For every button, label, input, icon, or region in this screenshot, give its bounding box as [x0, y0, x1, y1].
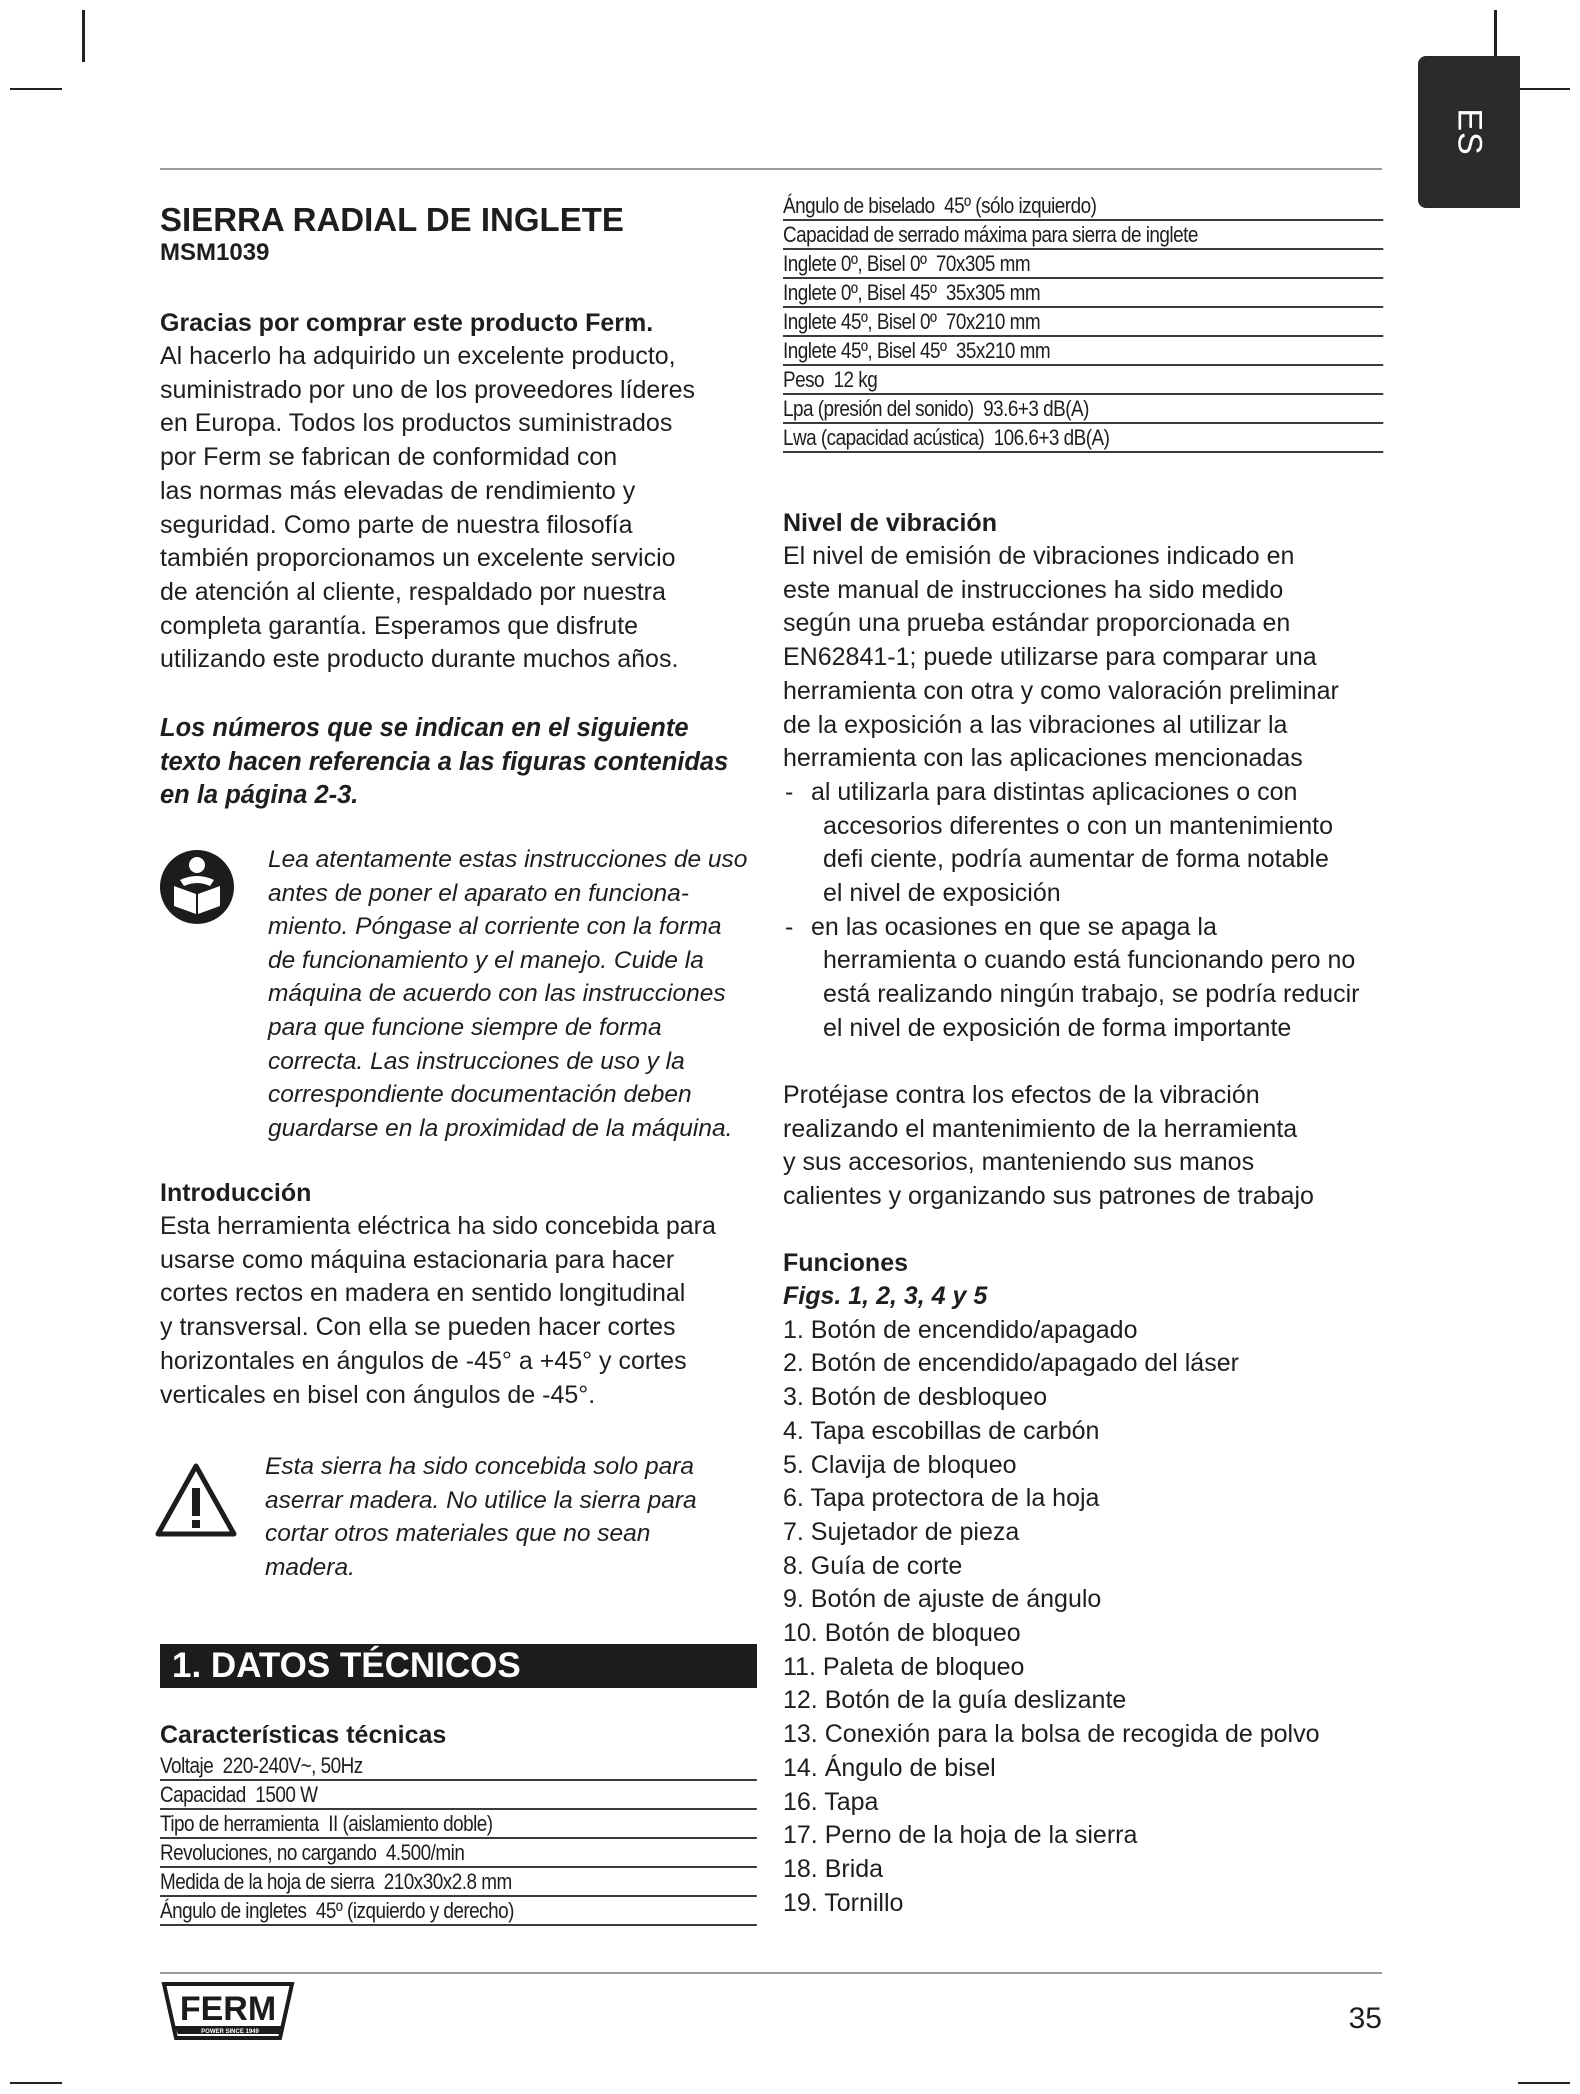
function-item: 7. Sujetador de pieza	[783, 1517, 1020, 1546]
warning-line: cortar otros materiales que no sean	[265, 1520, 651, 1548]
figures-note	[160, 712, 760, 813]
function-item: 17. Perno de la hoja de la sierra	[783, 1821, 1138, 1850]
functions-block	[783, 1246, 1383, 1920]
thanks-line: suministrado por uno de los proveedores líderes	[160, 375, 696, 404]
vibration-line: este manual de instrucciones ha sido medido	[783, 575, 1284, 604]
intro-block	[160, 1176, 760, 1412]
bullet-dash: -	[785, 912, 794, 941]
page-number: 35	[1348, 2002, 1382, 2035]
bullet-item	[783, 911, 1383, 1046]
spec-value: 106.6+3 dB(A)	[993, 425, 1110, 450]
protect-line: calientes y organizando sus patrones de trabajo	[783, 1182, 1314, 1211]
read-manual-line: miento. Póngase al corriente con la forma	[268, 913, 722, 941]
spec-row	[783, 424, 1383, 453]
spec-row	[783, 279, 1383, 308]
read-manual-line: para que funcione siempre de forma	[268, 1013, 662, 1041]
function-item: 2. Botón de encendido/apagado del láser	[783, 1349, 1239, 1378]
spec-gap	[213, 1753, 222, 1778]
spec-gap	[824, 367, 833, 392]
spec-label: Inglete 0º, Bisel 45º	[783, 280, 937, 305]
spec-gap	[246, 1782, 255, 1807]
intro-line: cortes rectos en madera en sentido longitudinal	[160, 1279, 686, 1308]
thanks-line: completa garantía. Esperamos que disfrute	[160, 611, 639, 640]
crop-mark	[1494, 10, 1497, 62]
spec-gap	[936, 280, 945, 305]
function-item: 10. Botón de bloqueo	[783, 1619, 1021, 1648]
spec-gap	[926, 251, 935, 276]
spec-gap	[946, 338, 955, 363]
function-item: 4. Tapa escobillas de carbón	[783, 1416, 1100, 1445]
spec-value: 93.6+3 dB(A)	[983, 396, 1089, 421]
thanks-heading: Gracias por comprar este producto Ferm.	[160, 309, 654, 337]
functions-heading: Funciones	[783, 1249, 909, 1277]
spec-label: Voltaje	[160, 1753, 214, 1778]
thanks-line: también proporcionamos un excelente servicio	[160, 544, 676, 573]
spec-gap	[935, 193, 944, 218]
intro-line: y transversal. Con ella se pueden hacer cortes	[160, 1313, 676, 1342]
bullet-line: en las ocasiones en que se apaga la	[811, 912, 1217, 941]
page-title: SIERRA RADIAL DE INGLETE	[160, 201, 624, 238]
warning-line: aserrar madera. No utilice la sierra para	[265, 1486, 697, 1514]
logo-tagline: POWER SINCE 1949	[201, 2029, 259, 2035]
spec-row	[160, 1868, 757, 1897]
spec-gap	[376, 1840, 385, 1865]
spec-label: Lpa (presión del sonido)	[783, 396, 974, 421]
spec-row	[783, 395, 1383, 424]
spec-value: 70x305 mm	[935, 251, 1031, 276]
spec-label: Ángulo de biselado	[783, 193, 935, 218]
spec-row	[160, 1781, 757, 1810]
spec-label: Revoluciones, no cargando	[160, 1840, 377, 1865]
thanks-line: en Europa. Todos los productos suministrados	[160, 409, 673, 438]
specs-block-left	[160, 1718, 757, 1926]
spec-value: 220-240V~, 50Hz	[222, 1753, 363, 1778]
functions-figs: Figs. 1, 2, 3, 4 y 5	[783, 1282, 988, 1310]
function-item: 3. Botón de desbloqueo	[783, 1383, 1048, 1412]
figures-note-line: en la página 2-3.	[160, 781, 359, 810]
read-manual-note	[268, 843, 768, 1145]
bullet-line: el nivel de exposición de forma importante	[823, 1013, 1292, 1042]
spec-row	[783, 250, 1383, 279]
protect-line: realizando el mantenimiento de la herramienta	[783, 1114, 1298, 1143]
spec-gap	[306, 1898, 315, 1923]
protect-line: Protéjase contra los efectos de la vibración	[783, 1081, 1260, 1109]
read-manual-line: de funcionamiento y el manejo. Cuide la	[268, 946, 704, 974]
spec-value: 4.500/min	[385, 1840, 465, 1865]
intro-line: horizontales en ángulos de -45° a +45° y cortes	[160, 1346, 687, 1375]
crop-mark	[10, 2082, 62, 2084]
bullet-dash: -	[785, 777, 794, 806]
spec-row	[160, 1897, 757, 1926]
figures-note-line: Los números que se indican en el siguiente	[160, 714, 689, 742]
bullet-line: el nivel de exposición	[823, 879, 1061, 908]
ferm-logo	[160, 1982, 296, 2040]
read-manual-line: máquina de acuerdo con las instrucciones	[268, 980, 726, 1008]
spec-gap	[984, 425, 993, 450]
bullet-item	[783, 776, 1383, 911]
bullet-line: herramienta o cuando está funcionando pero no	[823, 946, 1356, 975]
function-item: 9. Botón de ajuste de ángulo	[783, 1585, 1102, 1614]
vibration-heading: Nivel de vibración	[783, 509, 997, 537]
footer-rule	[160, 1972, 1382, 1974]
spec-row	[783, 308, 1383, 337]
section-title-bar: 1. DATOS TÉCNICOS	[160, 1644, 757, 1688]
language-tab-label: ES	[1450, 108, 1489, 156]
spec-row	[783, 221, 1383, 250]
spec-label: Ángulo de ingletes	[160, 1898, 307, 1923]
spec-gap	[936, 309, 945, 334]
figures-note-line: texto hacen referencia a las figuras contenidas	[160, 747, 729, 776]
spec-value: 12 kg	[833, 367, 878, 392]
thanks-line: de atención al cliente, respaldado por nuestra	[160, 577, 666, 606]
spec-row	[783, 192, 1383, 221]
spec-value: 35x305 mm	[945, 280, 1041, 305]
warning-line: madera.	[265, 1553, 355, 1581]
thanks-text	[160, 340, 760, 677]
spec-row	[783, 366, 1383, 395]
function-item: 12. Botón de la guía deslizante	[783, 1686, 1127, 1715]
warning-note	[265, 1450, 765, 1584]
protect-block	[783, 1079, 1383, 1214]
intro-line: usarse como máquina estacionaria para hacer	[160, 1245, 675, 1274]
read-manual-icon	[158, 848, 236, 926]
specs-heading: Características técnicas	[160, 1721, 447, 1749]
warning-icon	[154, 1462, 238, 1538]
function-item: 14. Ángulo de bisel	[783, 1753, 996, 1782]
protect-line: y sus accesorios, manteniendo sus manos	[783, 1148, 1255, 1177]
spec-value: 210x30x2.8 mm	[383, 1869, 512, 1894]
spec-value: 45º (sólo izquierdo)	[944, 193, 1097, 218]
function-item: 5. Clavija de bloqueo	[783, 1450, 1017, 1479]
thanks-line: utilizando este producto durante muchos años.	[160, 645, 679, 674]
function-item: 16. Tapa	[783, 1787, 879, 1816]
spec-row	[160, 1810, 757, 1839]
intro-line: Esta herramienta eléctrica ha sido concebida para	[160, 1212, 716, 1240]
crop-mark	[82, 10, 85, 62]
crop-mark	[10, 88, 62, 90]
crop-mark	[1518, 88, 1570, 90]
spec-value: 1500 W	[255, 1782, 318, 1807]
spec-value: II (aislamiento doble)	[328, 1811, 493, 1836]
model-number: MSM1039	[160, 239, 270, 266]
spec-gap	[974, 396, 983, 421]
read-manual-line: guardarse en la proximidad de la máquina.	[268, 1114, 733, 1142]
bullet-line: al utilizarla para distintas aplicaciones o con	[811, 777, 1298, 806]
bullet-line: defi ciente, podría aumentar de forma notable	[823, 845, 1329, 874]
function-item: 18. Brida	[783, 1854, 884, 1883]
spec-value: 35x210 mm	[955, 338, 1051, 363]
function-item: 8. Guía de corte	[783, 1551, 963, 1580]
read-manual-line: correcta. Las instrucciones de uso y la	[268, 1047, 685, 1075]
intro-heading: Introducción	[160, 1179, 312, 1207]
read-manual-line: antes de poner el aparato en funciona-	[268, 879, 689, 907]
read-manual-line: correspondiente documentación deben	[268, 1081, 692, 1109]
logo-text: FERM	[179, 1990, 277, 2028]
spec-row	[783, 337, 1383, 366]
spec-row	[160, 1752, 757, 1781]
crop-mark	[1518, 2082, 1570, 2084]
function-item: 19. Tornillo	[783, 1888, 904, 1917]
spec-label: Medida de la hoja de sierra	[160, 1869, 375, 1894]
thanks-block	[160, 306, 760, 677]
function-item: 11. Paleta de bloqueo	[783, 1652, 1025, 1681]
language-tab	[1418, 56, 1520, 208]
spec-value: 45º (izquierdo y derecho)	[315, 1898, 514, 1923]
specs-block-right	[783, 192, 1383, 453]
spec-label: Lwa (capacidad acústica)	[783, 425, 985, 450]
read-manual-line: Lea atentamente estas instrucciones de uso	[268, 846, 748, 873]
spec-label: Capacidad de serrado máxima para sierra de inglete	[783, 222, 1198, 247]
function-item: 1. Botón de encendido/apagado	[783, 1315, 1138, 1344]
spec-label: Inglete 45º, Bisel 45º	[783, 338, 947, 363]
spec-label: Inglete 0º, Bisel 0º	[783, 251, 927, 276]
warning-line: Esta sierra ha sido concebida solo para	[265, 1453, 695, 1480]
thanks-line: Al hacerlo ha adquirido un excelente producto,	[160, 342, 676, 370]
spec-gap	[374, 1869, 383, 1894]
spec-label: Inglete 45º, Bisel 0º	[783, 309, 937, 334]
spec-label: Tipo de herramienta	[160, 1811, 319, 1836]
bullet-line: accesorios diferentes o con un mantenimiento	[823, 811, 1334, 840]
vibration-line: herramienta con otra y como valoración preliminar	[783, 676, 1339, 705]
vibration-line: según una prueba estándar proporcionada en	[783, 609, 1291, 638]
spec-label: Peso	[783, 367, 825, 392]
spec-row	[160, 1839, 757, 1868]
vibration-line: EN62841-1; puede utilizarse para comparar una	[783, 643, 1317, 672]
thanks-line: por Ferm se fabrican de conformidad con	[160, 443, 618, 472]
intro-line: verticales en bisel con ángulos de -45°.	[160, 1380, 596, 1409]
function-item: 13. Conexión para la bolsa de recogida de polvo	[783, 1720, 1320, 1749]
vibration-block	[783, 506, 1383, 1046]
title-block	[160, 202, 760, 268]
spec-value: 70x210 mm	[945, 309, 1041, 334]
spec-gap	[319, 1811, 328, 1836]
vibration-line: herramienta con las aplicaciones mencionadas	[783, 744, 1303, 773]
vibration-line: El nivel de emisión de vibraciones indicado en	[783, 542, 1295, 570]
header-rule	[160, 168, 1382, 170]
thanks-line: seguridad. Como parte de nuestra filosofía	[160, 510, 633, 539]
thanks-line: las normas más elevadas de rendimiento y	[160, 476, 636, 505]
spec-label: Capacidad	[160, 1782, 246, 1807]
bullet-line: está realizando ningún trabajo, se podría reducir	[823, 980, 1360, 1009]
function-item: 6. Tapa protectora de la hoja	[783, 1484, 1100, 1513]
vibration-line: de la exposición a las vibraciones al utilizar la	[783, 710, 1288, 739]
